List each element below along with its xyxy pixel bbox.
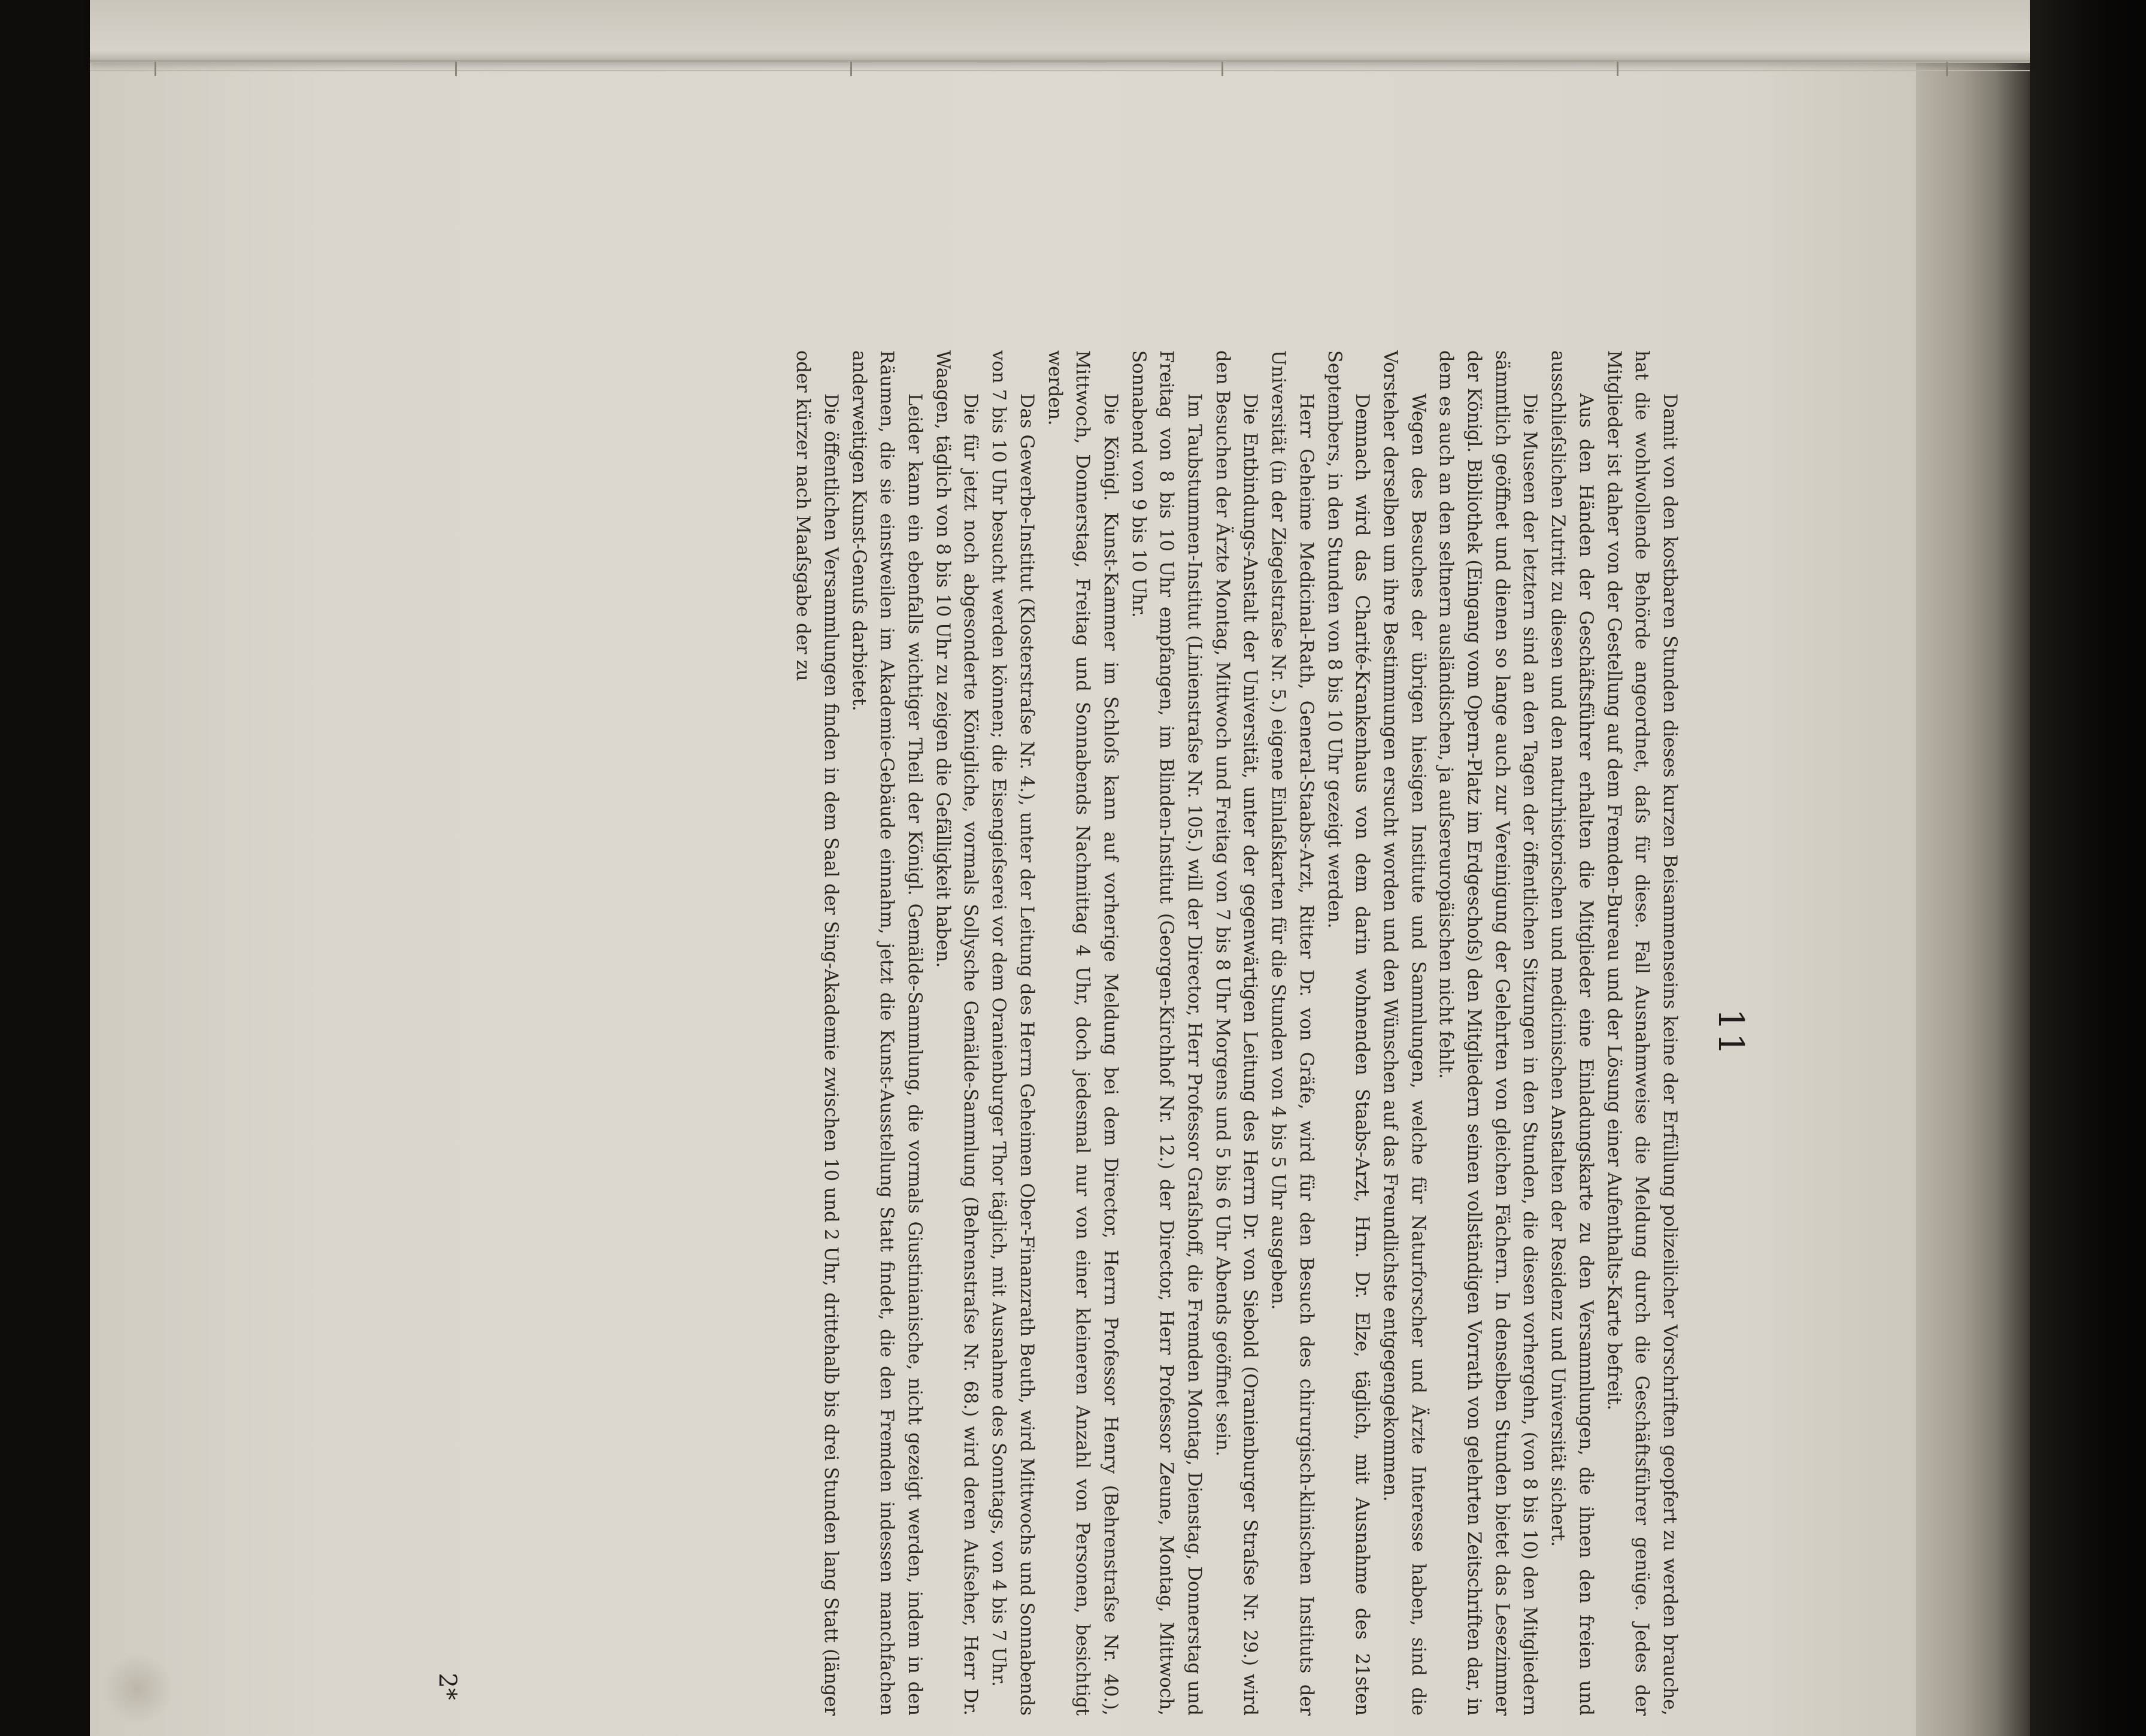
- paragraph: Die Museen der letztern sind an den Tagen der öffentlichen Sitzungen in den Stunden, die diesen vorhergehn, (von 8 bis 10) den Mitgliedern sämmtlich geöffnet und dienen so lange auch zur Vereinigung der Gelehrten von gleichen Fächern. In denselben Stunden bietet das Lesezimmer der Königl. Bibliothek (Eingang vom Opern-Platz im Erdgeschoſs) den Mitgliedern seinen vollständigen Vorrath von gelehrten Zeitschriften dar, in dem es auch an den seltnern ausländischen, ja auſsereuropäischen nicht fehlt.: [1435, 350, 1541, 1716]
- paragraph: Die Königl. Kunst-Kammer im Schloſs kann auf vorherige Meldung bei dem Director, Herrn Professor Henry (Behrenstraſse Nr. 40.), Mittwoch, Donnerstag, Freitag und Sonnabends Nachmittag 4 Uhr, doch jedesmal nur von einer kleineren Anzahl von Personen, besichtigt werden.: [1044, 350, 1121, 1716]
- page-edge-shadow: [1916, 0, 2030, 1736]
- binding-stitch: [850, 62, 852, 76]
- desk-background: [2030, 0, 2146, 1736]
- paragraph: Die öffentlichen Versammlungen finden in dem Saal der Sing-Akademie zwischen 10 und 2 Uhr, drittehalb bis drei Stunden lang Statt (länger oder kürzer nach Maaſsgabe der zu: [792, 350, 841, 1716]
- paragraph: Leider kann ein ebenfalls wichtiger Theil der Königl. Gemälde-Sammlung, die vormals Giustinianische, nicht gezeigt werden, indem in den Räumen, die sie einstweilen im Akademie-Gebäude einnahm, jetzt die Kunst-Ausstellung Statt findet, die den Fremden indessen manchfachen anderweitigen Kunst-Genuſs darbietet.: [848, 350, 926, 1716]
- binding-stitch: [1221, 62, 1223, 76]
- body-text: [789, 350, 1684, 1716]
- paragraph: Im Taubstummen-Institut (Linienstraſse Nr. 105.) will der Director, Herr Professor Graſshoff, die Fremden Montag, Dienstag, Donnerstag und Freitag von 8 bis 10 Uhr empfangen, im Blinden-Institut (Georgen-Kirchhof Nr. 12.) der Director, Herr Professor Zeune, Montag, Mittwoch, Sonnabend von 9 bis 10 Uhr.: [1127, 350, 1205, 1716]
- page-number: 11: [1711, 1008, 1751, 1058]
- paragraph: Damit von den kostbaren Stunden dieses kurzen Beisammenseins keine der Erfüllung polizeilicher Vorschriften geopfert zu werden brauche, hat die wohlwollende Behörde angeordnet, daſs für diese. Fall Ausnahmweise die Meldung durch die Geschäftsführer genüge. Jedes der Mitglieder ist daher von der Gestellung auf dem Fremden-Bureau und der Lösung einer Aufenthalts-Karte befreit.: [1603, 350, 1680, 1716]
- binding-crease: [90, 60, 2030, 71]
- signature-mark: 2*: [434, 1673, 461, 1700]
- binding-stitch: [1617, 62, 1618, 76]
- paragraph: Das Gewerbe-Institut (Klosterstraſse Nr. 4.), unter der Leitung des Herrn Geheimen Ober-Finanzrath Beuth, wird Mittwochs und Sonnabends von 7 bis 10 Uhr besucht werden können; die Eisengieſserei vor dem Oranienburger Thor täglich, mit Ausnahme des Sonntags, von 4 bis 7 Uhr.: [988, 350, 1037, 1716]
- page-stain: [102, 1653, 174, 1725]
- paragraph: Herr Geheime Medicinal-Rath, General-Staabs-Arzt, Ritter Dr. von Gräfe, wird für den Besuch des chirurgisch-klinischen Instituts der Universität (in der Ziegelstraſse Nr. 5.) eigene Einlaſskarten für die Stunden von 4 bis 5 Uhr ausgeben.: [1268, 350, 1317, 1716]
- paragraph: Die für jetzt noch abgesonderte Königliche, vormals Sollysche Gemälde-Sammlung (Behrenstraſse Nr. 68.) wird deren Aufseher, Herr Dr. Waagen, täglich von 8 bis 10 Uhr zu zeigen die Gefälligkeit haben.: [932, 350, 981, 1716]
- rotated-text-block: [374, 350, 1751, 1716]
- paragraph: Die Entbindungs-Anstalt der Universität, unter der gegenwärtigen Leitung des Herrn Dr. von Siebold (Oranienburger Straſse Nr. 29.) wird den Besuchen der Ärzte Montag, Mittwoch und Freitag von 7 bis 8 Uhr Morgens und 5 bis 6 Uhr Abends geöffnet sein.: [1211, 350, 1261, 1716]
- binding-stitch: [1946, 62, 1948, 76]
- paragraph: Demnach wird das Charité-Krankenhaus von dem darin wohnenden Staabs-Arzt, Hrn. Dr. Elze, täglich, mit Ausnahme des 21sten Septembers, in den Stunden von 8 bis 10 Uhr gezeigt werden.: [1323, 350, 1373, 1716]
- paragraph: Wegen des Besuches der übrigen hiesigen Institute und Sammlungen, welche für Naturforscher und Ärzte Interesse haben, sind die Vorsteher derselben um ihre Bestimmungen ersucht worden und den Wünschen auf das Freundlichste entgegengekommen.: [1379, 350, 1429, 1716]
- binding-stitch: [154, 62, 156, 76]
- paragraph: Aus den Händen der Geschäftsführer erhalten die Mitglieder eine Einladungskarte zu den Versammlungen, die ihnen den freien und ausschlieſslichen Zutritt zu diesen und den naturhistorischen und medicinischen Anstalten der Residenz und Universität sichert.: [1547, 350, 1596, 1716]
- facing-page-edge: [90, 0, 2030, 63]
- binding-stitch: [455, 62, 457, 76]
